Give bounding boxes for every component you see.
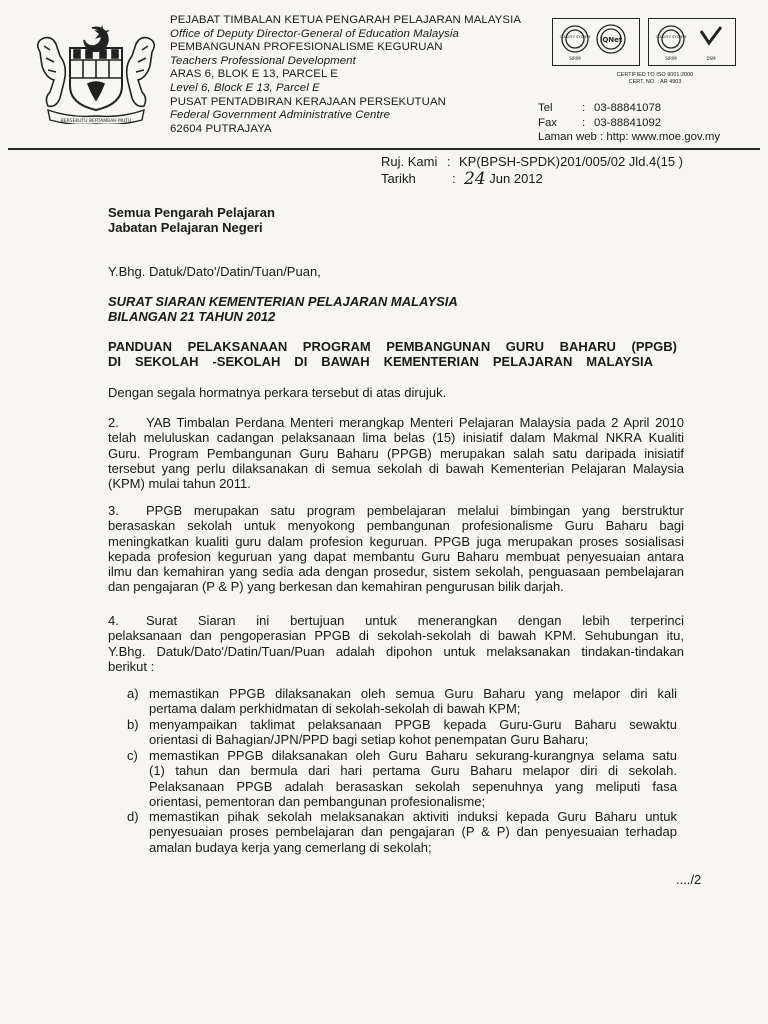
cert-number: CERT. NO. : AR 4903 [628,78,682,85]
paragraph-line: Guru. Program Pembangunan Guru Baharu (PPGB) merupakan salah satu daripada inisiatif [108,445,684,461]
paragraph-line: dan pengajaran (P & P) yang berkesan dan kemahiran pengurusan bilik darjah. [108,579,564,595]
item-key: b) [127,717,139,732]
paragraph-2 [108,415,684,491]
sirim-dsm-logo [649,19,734,64]
action-item-a [127,686,677,717]
office-line: 62604 PUTRAJAYA [170,122,272,135]
badge-caption-top: QUALITY SYSTEM [559,35,591,39]
office-line: PEJABAT TIMBALAN KETUA PENGARAH PELAJARAN MALAYSIA [170,14,522,26]
date-line: Tarikh : 24 Jun 2012 [381,169,543,189]
circular-title [108,294,458,325]
ref-label: Ruj. Kami [381,154,438,169]
date-label: Tarikh [381,171,416,186]
fax-value: 03-88841092 [594,116,662,129]
iqnet-mark: IQNet [599,36,623,44]
addressee-line: Semua Pengarah Pelajaran [108,205,275,220]
coat-of-arms-logo [30,22,162,124]
reference-block [381,153,683,187]
item-line: memastikan PPGB dilaksanakan oleh Guru Baharu sekurang-kurangnya selama satu [149,748,677,763]
subject-line: PANDUAN PELAKSANAAN PROGRAM PEMBANGUNAN GURU BAHARU (PPGB) [108,339,677,354]
office-line: PUSAT PENTADBIRAN KERAJAAN PERSEKUTUAN [170,95,446,108]
tel-value: 03-88841078 [594,102,662,114]
certification-badges [552,18,744,68]
paragraph-line: PPGB merupakan satu program pembelajaran melalui bimbingan yang berstruktur [146,503,684,518]
sirim-dsm-badge [648,18,736,66]
badge-caption-bottom: SIRIM [569,56,581,61]
paragraph-line: ilmu dan kemahiran yang sedia ada dengan prosedur, sistem sekolah, penguasaan pembelajaran [108,564,684,580]
paragraph-number: 4. [108,613,119,628]
paragraph-line: kepada profesion keguruan yang dapat membantu Guru Baharu membuat penyesuaian antara [108,548,684,564]
item-key: c) [127,748,138,763]
dsm-caption: DSM [706,56,716,61]
item-line: orientasi di Bahagian/JPN/PPD bagi setiap kohot penempatan Guru Baharu; [149,732,589,748]
item-line: amalan budaya kerja yang cemerlang di sekolah; [149,839,432,855]
paragraph-line: telah meluluskan cadangan pelaksanaan lima belas (15) inisiatif dalam Makmal NKRA Kualiti [108,430,684,446]
office-line: Teachers Professional Development [170,54,356,67]
action-item-b [127,717,677,748]
paragraph-number: 3. [108,503,119,518]
contact-tel: Tel : 03-88841078 [538,102,662,114]
office-line: Federal Government Administrative Centre [170,109,391,122]
office-line: Level 6, Block E 13, Parcel E [170,81,320,94]
paragraph-line: berasaskan sekolah untuk menyokong pembangunan profesionalisme Guru Baharu bagi [108,518,684,534]
addressee-line: Jabatan Pelajaran Negeri [108,220,263,236]
paragraph-4 [108,613,684,674]
badge-caption-bottom: SIRIM [665,56,677,61]
office-address-block [170,14,550,136]
item-line: orientasi, pementoran dan pembangunan profesionalisme; [149,793,486,809]
contact-block [538,101,720,145]
office-line: ARAS 6, BLOK E 13, PARCEL E [170,68,338,81]
office-line: PEMBANGUNAN PROFESIONALISME KEGURUAN [170,41,443,54]
contact-fax: Fax : 03-88841092 [538,116,662,129]
paragraph-line: pelaksanaan dan pengoperasian PPGB di sekolah-sekolah di bawah KPM. Sehubungan itu, [108,628,684,644]
contact-web: Laman web : http: www.moe.gov.my [538,131,721,143]
item-line: pertama dalam perkhidmatan di sekolah-sekolah di bawah KPM; [149,701,521,717]
item-line: Pelaksanaan PPGB adalah berasaskan sekolah sepenuhnya yang meliputi fasa [149,778,677,794]
paragraph-line: berikut : [108,658,155,674]
paragraph-number: 2. [108,415,119,430]
item-line: (1) tahun dan bermula dari hari pertama Guru Baharu melapor diri di sekolah. [149,763,677,779]
sirim-iqnet-badge [552,18,640,66]
certification-text [560,72,750,85]
svg-text:BERSEKUTU BERTAMBAH MUTU: BERSEKUTU BERTAMBAH MUTU [60,119,132,124]
cert-standard: CERTIFIED TO ISO 9001:2000 [616,72,694,78]
tel-label: Tel [538,102,553,114]
letterhead-divider [8,148,760,150]
fax-label: Fax [538,116,557,129]
item-key: d) [127,809,139,824]
paragraph-line: Surat Siaran ini bertujuan untuk menerangkan dengan lebih terperinci [146,613,684,628]
office-line: Office of Deputy Director-General of Education Malaysia [170,27,459,40]
item-line: memastikan PPGB dilaksanakan oleh semua Guru Baharu yang melapor diri kali [149,686,677,701]
paragraph-3 [108,503,684,595]
paragraph-line: Y.Bhg. Datuk/Dato'/Datin/Tuan/Puan adalah dipohon untuk melaksanakan tindakan-tindakan [108,643,684,659]
reference-line: Ruj. Kami : KP(BPSH-SPDK)201/005/02 Jld.4(15 ) [381,154,683,169]
item-key: a) [127,686,139,701]
handwritten-date-day: 24 [464,169,486,189]
addressee-block [108,205,275,236]
paragraph-line: tersebut yang perlu dilaksanakan di semua sekolah di bawah Kementerian Pelajaran Malaysia [108,460,684,476]
subject-heading [108,339,677,370]
paragraph-line: (KPM) mulai tahun 2011. [108,476,251,492]
item-line: memastikan pihak sekolah melaksanakan aktiviti induksi kepada Guru Baharu untuk [149,809,677,824]
sirim-iqnet-logo [553,19,638,64]
item-line: penyesuaian proses pembelajaran dan pengajaran (P & P) dan penyesuaian terhadap [149,824,677,840]
date-month-year: Jun 2012 [489,171,543,186]
subject-line: DI SEKOLAH -SEKOLAH DI BAWAH KEMENTERIAN PELAJARAN MALAYSIA [108,354,653,370]
paragraph-line: YAB Timbalan Perdana Menteri merangkap Menteri Pelajaran Malaysia pada 2 April 2010 [146,415,684,430]
circular-title-line: SURAT SIARAN KEMENTERIAN PELAJARAN MALAYSIA [108,294,458,309]
page-continuation-marker: ..../2 [676,872,702,887]
action-item-c [127,748,677,809]
paragraph-line: meningkatkan kualiti guru dalam profesion keguruan. PPGB juga merupakan proses sosialisasi [108,533,684,549]
ref-number: KP(BPSH-SPDK)201/005/02 Jld.4(15 ) [459,154,683,169]
badge-caption-top: QUALITY SYSTEM [655,35,687,39]
action-item-d [127,809,677,855]
item-line: menyampaikan taklimat pelaksanaan PPGB kepada Guru-Guru Baharu sewaktu [149,717,677,732]
opening-sentence: Dengan segala hormatnya perkara tersebut di atas dirujuk. [108,385,447,400]
circular-number-line: BILANGAN 21 TAHUN 2012 [108,309,276,325]
salutation: Y.Bhg. Datuk/Dato'/Datin/Tuan/Puan, [108,264,321,279]
